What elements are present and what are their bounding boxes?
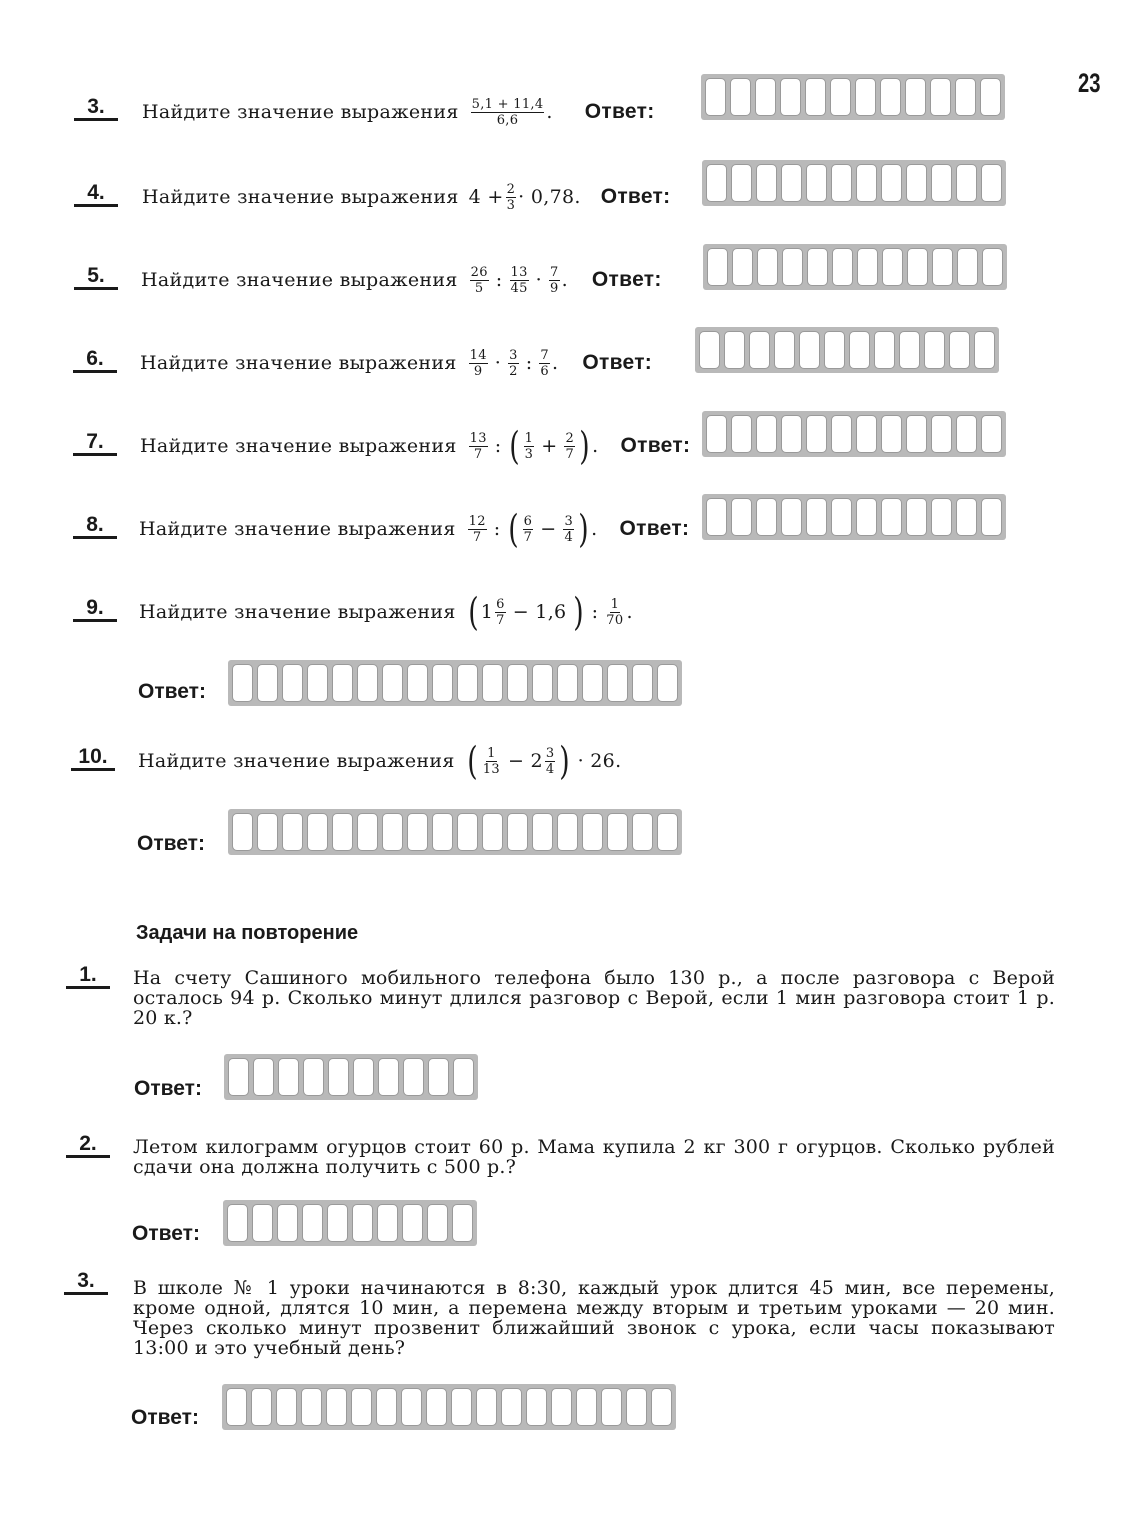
denominator: 6,6 [496, 112, 519, 128]
exercise-number: 4. [74, 182, 118, 207]
numerator: 14 [469, 347, 487, 363]
answer-cell[interactable] [824, 331, 845, 369]
paren: ) [579, 424, 590, 468]
answer-cell[interactable] [507, 664, 528, 702]
exercise-10 [138, 741, 626, 781]
answer-cell[interactable] [981, 415, 1002, 453]
answer-cell[interactable] [831, 498, 852, 536]
denominator: 45 [510, 280, 528, 296]
answer-cell[interactable] [782, 248, 803, 286]
answer-cell[interactable] [303, 1058, 324, 1096]
paren: ) [559, 739, 571, 783]
paren: ) [578, 507, 589, 551]
numerator: 6 [523, 513, 533, 529]
answer-cell[interactable] [805, 78, 826, 116]
answer-cell[interactable] [724, 331, 745, 369]
answer-cell[interactable] [749, 331, 770, 369]
operator: : [495, 269, 503, 291]
answer-cell[interactable] [856, 498, 877, 536]
exercise-text: Найдите значение выражения [140, 435, 457, 457]
exercise-8 [139, 509, 689, 549]
answer-cell[interactable] [576, 1388, 597, 1426]
answer-cell[interactable] [832, 248, 853, 286]
answer-cell[interactable] [607, 664, 628, 702]
paren: ( [467, 590, 479, 634]
answer-cell[interactable] [949, 331, 970, 369]
answer-field[interactable] [224, 1054, 478, 1100]
fraction [495, 597, 506, 628]
fraction [482, 746, 501, 777]
answer-cell[interactable] [799, 331, 820, 369]
answer-cell[interactable] [899, 331, 920, 369]
answer-cell[interactable] [830, 78, 851, 116]
answer-cell[interactable] [332, 664, 353, 702]
answer-cell[interactable] [956, 498, 977, 536]
answer-cell[interactable] [401, 1388, 422, 1426]
answer-label: Ответ: [132, 1222, 200, 1245]
exercise-number: 7. [73, 431, 117, 456]
answer-cell[interactable] [432, 813, 453, 851]
answer-label: Ответ: [584, 100, 655, 123]
answer-cell[interactable] [632, 664, 653, 702]
answer-cell[interactable] [276, 1388, 297, 1426]
numerator: 1 [524, 430, 534, 446]
answer-cell[interactable] [756, 415, 777, 453]
denominator: 5 [474, 280, 484, 296]
numerator: 7 [540, 347, 549, 363]
answer-cell[interactable] [874, 331, 895, 369]
operator: : [591, 601, 599, 623]
exercise-text: Найдите значение выражения [139, 518, 456, 540]
answer-cell[interactable] [352, 1204, 373, 1242]
denominator: 2 [509, 363, 518, 379]
answer-cell[interactable] [807, 248, 828, 286]
numerator: 7 [550, 264, 559, 280]
exercise-number: 10. [71, 746, 115, 771]
answer-cell[interactable] [906, 415, 927, 453]
denominator: 3 [506, 197, 516, 213]
punctuation: . [592, 435, 599, 457]
answer-cell[interactable] [482, 664, 503, 702]
math-expression [467, 348, 559, 379]
answer-label: Ответ: [620, 434, 691, 457]
answer-cell[interactable] [774, 331, 795, 369]
exercise-text: Найдите значение выражения [142, 186, 459, 208]
answer-cell[interactable] [781, 164, 802, 202]
answer-cell[interactable] [251, 1388, 272, 1426]
math-expression [465, 739, 627, 783]
answer-cell[interactable] [607, 813, 628, 851]
answer-cell[interactable] [228, 1058, 249, 1096]
exercise-text: Найдите значение выражения [142, 101, 459, 123]
punctuation: . [561, 269, 568, 291]
answer-cell[interactable] [931, 415, 952, 453]
answer-cell[interactable] [881, 498, 902, 536]
numerator: 3 [564, 513, 574, 529]
answer-field[interactable] [222, 1384, 676, 1430]
operator: · [535, 269, 542, 291]
operator: − [540, 518, 557, 540]
answer-cell[interactable] [282, 664, 303, 702]
operator: − 2 [507, 750, 543, 772]
answer-cell[interactable] [699, 331, 720, 369]
answer-cell[interactable] [731, 164, 752, 202]
exercise-4 [142, 177, 670, 217]
exercise-number: 3. [74, 96, 118, 121]
exercise-7 [140, 426, 690, 466]
exercise-number: 8. [73, 514, 117, 539]
answer-cell[interactable] [732, 248, 753, 286]
answer-cell[interactable] [426, 1388, 447, 1426]
answer-cell[interactable] [357, 813, 378, 851]
term: · 0,78. [518, 186, 581, 208]
answer-cell[interactable] [707, 248, 728, 286]
answer-cell[interactable] [453, 1058, 474, 1096]
punctuation: . [546, 101, 553, 123]
answer-cell[interactable] [757, 248, 778, 286]
page-number: 23 [1078, 68, 1101, 98]
problem-text: В школе № 1 уроки начинаются в 8:30, каждый урок длится 45 мин, все перемены, кроме одной, длятся 10 мин, а перемена между вторым и третьим уроками — 20 мин. Через сколько минут прозвенит ближайший звонок с урока, если часы показывают 13:00 и это учебный день? [133, 1277, 1055, 1359]
denominator: 7 [473, 446, 483, 462]
fraction [469, 431, 488, 462]
answer-cell[interactable] [227, 1204, 248, 1242]
answer-cell[interactable] [980, 78, 1001, 116]
answer-field[interactable] [702, 411, 1006, 457]
answer-cell[interactable] [706, 164, 727, 202]
answer-cell[interactable] [731, 498, 752, 536]
answer-cell[interactable] [706, 415, 727, 453]
operator: : [494, 435, 502, 457]
paren: ( [508, 424, 520, 468]
answer-cell[interactable] [931, 164, 952, 202]
fraction [469, 348, 488, 379]
numerator: 26 [470, 264, 488, 280]
answer-cell[interactable] [582, 664, 603, 702]
answer-cell[interactable] [880, 78, 901, 116]
fraction [506, 182, 517, 213]
answer-cell[interactable] [402, 1204, 423, 1242]
answer-cell[interactable] [378, 1058, 399, 1096]
term: 1 [480, 601, 494, 623]
exercise-text: Найдите значение выражения [138, 750, 455, 772]
answer-cell[interactable] [924, 331, 945, 369]
answer-cell[interactable] [328, 1058, 349, 1096]
answer-cell[interactable] [451, 1388, 472, 1426]
answer-label: Ответ: [600, 185, 671, 208]
operator: − 1,6 [512, 601, 567, 623]
numerator: 1 [610, 596, 620, 612]
answer-cell[interactable] [651, 1388, 672, 1426]
answer-cell[interactable] [981, 164, 1002, 202]
math-expression [466, 590, 633, 634]
fraction [605, 597, 624, 628]
answer-cell[interactable] [731, 415, 752, 453]
answer-cell[interactable] [253, 1058, 274, 1096]
answer-cell[interactable] [377, 1204, 398, 1242]
fraction [470, 265, 489, 296]
operator: + [541, 435, 558, 457]
answer-cell[interactable] [974, 331, 995, 369]
answer-cell[interactable] [657, 664, 678, 702]
numerator: 5,1 + 11,4 [471, 96, 544, 112]
answer-cell[interactable] [806, 498, 827, 536]
answer-cell[interactable] [257, 813, 278, 851]
answer-cell[interactable] [382, 813, 403, 851]
answer-cell[interactable] [932, 248, 953, 286]
answer-cell[interactable] [302, 1204, 323, 1242]
answer-field[interactable] [695, 327, 999, 373]
math-expression [469, 97, 553, 128]
fraction [524, 431, 535, 462]
answer-field[interactable] [702, 160, 1006, 206]
answer-label: Ответ: [134, 1077, 202, 1100]
answer-cell[interactable] [907, 248, 928, 286]
math-expression [468, 265, 568, 296]
answer-cell[interactable] [232, 664, 253, 702]
answer-cell[interactable] [507, 813, 528, 851]
numerator: 3 [509, 347, 518, 363]
answer-cell[interactable] [626, 1388, 647, 1426]
answer-cell[interactable] [781, 415, 802, 453]
fraction [471, 97, 545, 128]
math-expression [469, 182, 581, 213]
answer-cell[interactable] [407, 813, 428, 851]
answer-cell[interactable] [428, 1058, 449, 1096]
answer-cell[interactable] [856, 164, 877, 202]
numerator: 1 [487, 745, 496, 761]
exercise-number: 5. [74, 265, 118, 290]
operator: : [493, 518, 501, 540]
numerator: 13 [469, 430, 487, 446]
denominator: 13 [482, 761, 500, 777]
answer-field[interactable] [702, 494, 1006, 540]
answer-cell[interactable] [407, 664, 428, 702]
fraction [539, 348, 550, 379]
denominator: 7 [565, 446, 575, 462]
exercise-text: Найдите значение выражения [141, 269, 458, 291]
fraction [564, 431, 575, 462]
answer-cell[interactable] [476, 1388, 497, 1426]
answer-cell[interactable] [432, 664, 453, 702]
answer-cell[interactable] [226, 1388, 247, 1426]
answer-cell[interactable] [482, 813, 503, 851]
answer-cell[interactable] [781, 498, 802, 536]
answer-cell[interactable] [252, 1204, 273, 1242]
answer-cell[interactable] [705, 78, 726, 116]
math-expression [467, 424, 599, 468]
paren: ( [466, 739, 478, 783]
problem-number: 3. [64, 1270, 108, 1295]
problem-number: 2. [66, 1133, 110, 1158]
answer-cell[interactable] [632, 813, 653, 851]
fraction [508, 348, 519, 379]
answer-cell[interactable] [881, 164, 902, 202]
answer-cell[interactable] [582, 813, 603, 851]
answer-cell[interactable] [756, 164, 777, 202]
answer-cell[interactable] [755, 78, 776, 116]
answer-cell[interactable] [657, 813, 678, 851]
answer-field[interactable] [228, 660, 682, 706]
answer-cell[interactable] [881, 415, 902, 453]
answer-cell[interactable] [557, 664, 578, 702]
section-title: Задачи на повторение [136, 922, 359, 944]
answer-cell[interactable] [282, 813, 303, 851]
punctuation: . [591, 518, 598, 540]
answer-field[interactable] [223, 1200, 477, 1246]
problem-text: Летом килограмм огурцов стоит 60 р. Мама купила 2 кг 300 г огурцов. Сколько рублей сдачи она должна получить с 500 р.? [133, 1136, 1055, 1178]
answer-cell[interactable] [956, 415, 977, 453]
operator: · [494, 352, 502, 374]
answer-cell[interactable] [457, 813, 478, 851]
answer-cell[interactable] [930, 78, 951, 116]
answer-cell[interactable] [277, 1204, 298, 1242]
answer-cell[interactable] [856, 415, 877, 453]
answer-cell[interactable] [382, 664, 403, 702]
exercise-6 [140, 343, 652, 383]
numerator: 2 [506, 181, 516, 197]
answer-cell[interactable] [452, 1204, 473, 1242]
fraction [545, 746, 556, 777]
answer-cell[interactable] [706, 498, 727, 536]
answer-cell[interactable] [905, 78, 926, 116]
answer-field[interactable] [703, 244, 1007, 290]
answer-cell[interactable] [882, 248, 903, 286]
answer-cell[interactable] [351, 1388, 372, 1426]
paren: ) [573, 590, 585, 634]
answer-cell[interactable] [756, 498, 777, 536]
answer-label: Ответ: [619, 517, 690, 540]
exercise-5 [141, 260, 662, 300]
answer-label: Ответ: [138, 680, 206, 703]
answer-cell[interactable] [353, 1058, 374, 1096]
exercise-text: Найдите значение выражения [139, 601, 456, 623]
fraction [549, 265, 560, 296]
answer-cell[interactable] [601, 1388, 622, 1426]
answer-cell[interactable] [278, 1058, 299, 1096]
denominator: 4 [545, 761, 555, 777]
math-expression [466, 507, 598, 551]
answer-cell[interactable] [532, 664, 553, 702]
answer-cell[interactable] [780, 78, 801, 116]
answer-cell[interactable] [806, 164, 827, 202]
answer-cell[interactable] [981, 498, 1002, 536]
fraction [523, 514, 534, 545]
term: 4 + [468, 186, 504, 208]
answer-cell[interactable] [730, 78, 751, 116]
exercise-3 [142, 92, 655, 132]
denominator: 70 [606, 612, 624, 628]
answer-cell[interactable] [307, 813, 328, 851]
fraction [468, 514, 487, 545]
answer-cell[interactable] [557, 813, 578, 851]
answer-cell[interactable] [982, 248, 1003, 286]
fraction [510, 265, 529, 296]
paren: ( [507, 507, 519, 551]
answer-cell[interactable] [501, 1388, 522, 1426]
denominator: 3 [524, 446, 534, 462]
answer-cell[interactable] [906, 498, 927, 536]
numerator: 3 [545, 745, 555, 761]
denominator: 7 [496, 612, 505, 628]
answer-cell[interactable] [427, 1204, 448, 1242]
answer-cell[interactable] [327, 1204, 348, 1242]
answer-cell[interactable] [332, 813, 353, 851]
answer-field[interactable] [701, 74, 1005, 120]
answer-cell[interactable] [232, 813, 253, 851]
answer-cell[interactable] [532, 813, 553, 851]
answer-cell[interactable] [831, 415, 852, 453]
exercise-9 [139, 592, 633, 632]
denominator: 4 [564, 529, 574, 545]
denominator: 6 [540, 363, 549, 379]
exercise-text: Найдите значение выражения [140, 352, 457, 374]
problem-number: 1. [66, 964, 110, 989]
answer-cell[interactable] [957, 248, 978, 286]
exercise-number: 9. [73, 597, 117, 622]
answer-cell[interactable] [906, 164, 927, 202]
answer-cell[interactable] [806, 415, 827, 453]
answer-cell[interactable] [931, 498, 952, 536]
answer-cell[interactable] [376, 1388, 397, 1426]
term: · 26. [577, 750, 622, 772]
problem-text: На счету Сашиного мобильного телефона было 130 р., а после разговора с Верой осталось 94 р. Сколько минут длился разговор с Верой, если 1 мин разговора стоит 1 р. 20 к.? [133, 967, 1055, 1029]
answer-cell[interactable] [257, 664, 278, 702]
answer-cell[interactable] [955, 78, 976, 116]
denominator: 9 [473, 363, 483, 379]
denominator: 7 [472, 529, 482, 545]
answer-label: Ответ: [582, 351, 653, 374]
operator: : [525, 352, 533, 374]
answer-cell[interactable] [307, 664, 328, 702]
answer-cell[interactable] [403, 1058, 424, 1096]
numerator: 6 [496, 596, 505, 612]
answer-cell[interactable] [301, 1388, 322, 1426]
exercise-number: 6. [73, 348, 117, 373]
punctuation: . [552, 352, 559, 374]
fraction [563, 514, 574, 545]
numerator: 12 [468, 513, 486, 529]
answer-label: Ответ: [131, 1406, 199, 1429]
denominator: 9 [550, 280, 559, 296]
answer-cell[interactable] [357, 664, 378, 702]
punctuation: . [626, 601, 633, 623]
numerator: 13 [510, 264, 528, 280]
answer-cell[interactable] [526, 1388, 547, 1426]
answer-cell[interactable] [849, 331, 870, 369]
denominator: 7 [523, 529, 533, 545]
answer-cell[interactable] [855, 78, 876, 116]
answer-field[interactable] [228, 809, 682, 855]
answer-cell[interactable] [857, 248, 878, 286]
answer-cell[interactable] [326, 1388, 347, 1426]
numerator: 2 [565, 430, 575, 446]
answer-label: Ответ: [137, 832, 205, 855]
answer-cell[interactable] [457, 664, 478, 702]
answer-cell[interactable] [551, 1388, 572, 1426]
answer-label: Ответ: [591, 268, 662, 291]
answer-cell[interactable] [956, 164, 977, 202]
answer-cell[interactable] [831, 164, 852, 202]
